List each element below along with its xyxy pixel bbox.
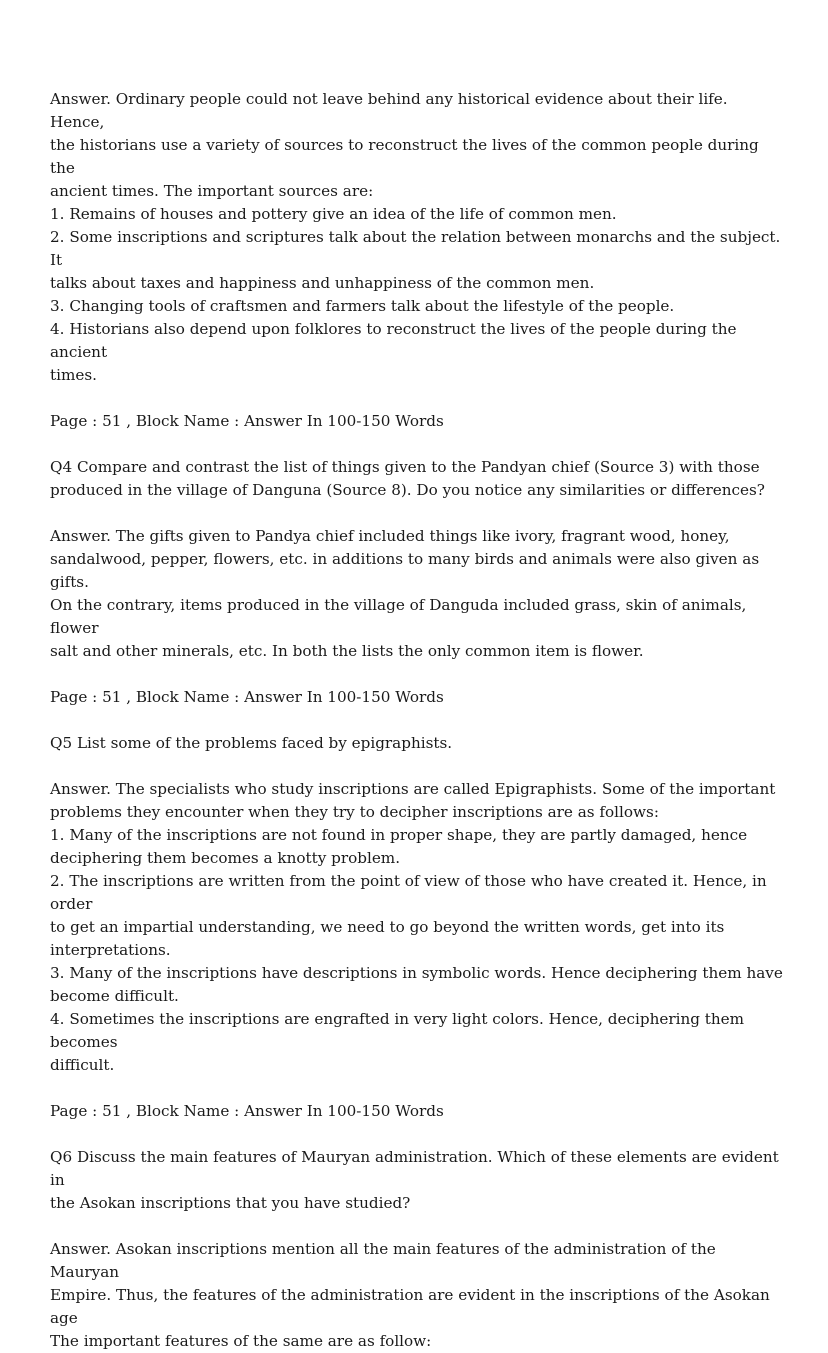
text-line: difficult. xyxy=(50,1056,115,1074)
page-block-label xyxy=(50,686,785,709)
text-line: Page : 51 , Block Name : Answer In 100-150 Words xyxy=(50,412,444,430)
answer-paragraph xyxy=(50,1238,785,1353)
text-line: Answer. Asokan inscriptions mention all the main features of the administration of the Mauryan xyxy=(50,1240,716,1281)
paragraph-gap xyxy=(50,387,785,410)
text-line: to get an impartial understanding, we need to go beyond the written words, get into its xyxy=(50,918,725,936)
text-line: become difficult. xyxy=(50,987,179,1005)
page-block-label xyxy=(50,410,785,433)
text-line: The important features of the same are as follow: xyxy=(50,1332,432,1350)
text-line: Answer. The gifts given to Pandya chief included things like ivory, fragrant wood, honey, xyxy=(50,527,730,545)
list-item: 1. Many of the inscriptions are not found in proper shape, they are partly damaged, hence xyxy=(50,826,748,844)
question-paragraph xyxy=(50,732,785,755)
question-paragraph xyxy=(50,1146,785,1215)
paragraph-gap xyxy=(50,502,785,525)
paragraph-gap xyxy=(50,433,785,456)
text-line: produced in the village of Danguna (Source 8). Do you notice any similarities or differences? xyxy=(50,481,765,499)
text-line: Q6 Discuss the main features of Mauryan administration. Which of these elements are evident in xyxy=(50,1148,779,1189)
paragraph-gap xyxy=(50,709,785,732)
text-line: Q4 Compare and contrast the list of things given to the Pandyan chief (Source 3) with those xyxy=(50,458,760,476)
text-line: Page : 51 , Block Name : Answer In 100-150 Words xyxy=(50,688,444,706)
text-line: Page : 51 , Block Name : Answer In 100-150 Words xyxy=(50,1102,444,1120)
paragraph-gap xyxy=(50,1123,785,1146)
text-line: Answer. The specialists who study inscriptions are called Epigraphists. Some of the important xyxy=(50,780,776,798)
text-line: salt and other minerals, etc. In both the lists the only common item is flower. xyxy=(50,642,644,660)
text-line: On the contrary, items produced in the village of Danguda included grass, skin of animals, flower xyxy=(50,596,747,637)
text-line: sandalwood, pepper, flowers, etc. in additions to many birds and animals were also given as gifts. xyxy=(50,550,760,591)
page-block-label xyxy=(50,1100,785,1123)
paragraph-gap xyxy=(50,1215,785,1238)
list-item: 1. Remains of houses and pottery give an idea of the life of common men. xyxy=(50,205,617,223)
list-item: 2. The inscriptions are written from the point of view of those who have created it. Hence, in order xyxy=(50,872,767,913)
text-line: the historians use a variety of sources to reconstruct the lives of the common people during the xyxy=(50,136,759,177)
text-line: the Asokan inscriptions that you have studied? xyxy=(50,1194,411,1212)
answer-paragraph xyxy=(50,88,785,387)
text-line: problems they encounter when they try to decipher inscriptions are as follows: xyxy=(50,803,659,821)
text-line: Q5 List some of the problems faced by epigraphists. xyxy=(50,734,453,752)
list-item: 2. Some inscriptions and scriptures talk about the relation between monarchs and the subject. It xyxy=(50,228,781,269)
list-item: 4. Historians also depend upon folklores to reconstruct the lives of the people during the ancient xyxy=(50,320,737,361)
answer-paragraph xyxy=(50,778,785,1077)
text-line: talks about taxes and happiness and unhappiness of the common men. xyxy=(50,274,595,292)
text-line: interpretations. xyxy=(50,941,171,959)
answer-paragraph xyxy=(50,525,785,663)
paragraph-gap xyxy=(50,663,785,686)
text-line: deciphering them becomes a knotty problem. xyxy=(50,849,401,867)
list-item: 3. Changing tools of craftsmen and farmers talk about the lifestyle of the people. xyxy=(50,297,675,315)
question-paragraph xyxy=(50,456,785,502)
paragraph-gap xyxy=(50,755,785,778)
text-line: Empire. Thus, the features of the administration are evident in the inscriptions of the Asokan age xyxy=(50,1286,770,1327)
document-page xyxy=(50,88,785,1353)
paragraph-gap xyxy=(50,1077,785,1100)
text-line: times. xyxy=(50,366,97,384)
list-item: 3. Many of the inscriptions have descriptions in symbolic words. Hence deciphering them have xyxy=(50,964,783,982)
text-line: ancient times. The important sources are: xyxy=(50,182,374,200)
text-line: Answer. Ordinary people could not leave behind any historical evidence about their life. Hence, xyxy=(50,90,728,131)
list-item: 4. Sometimes the inscriptions are engrafted in very light colors. Hence, deciphering them becomes xyxy=(50,1010,745,1051)
